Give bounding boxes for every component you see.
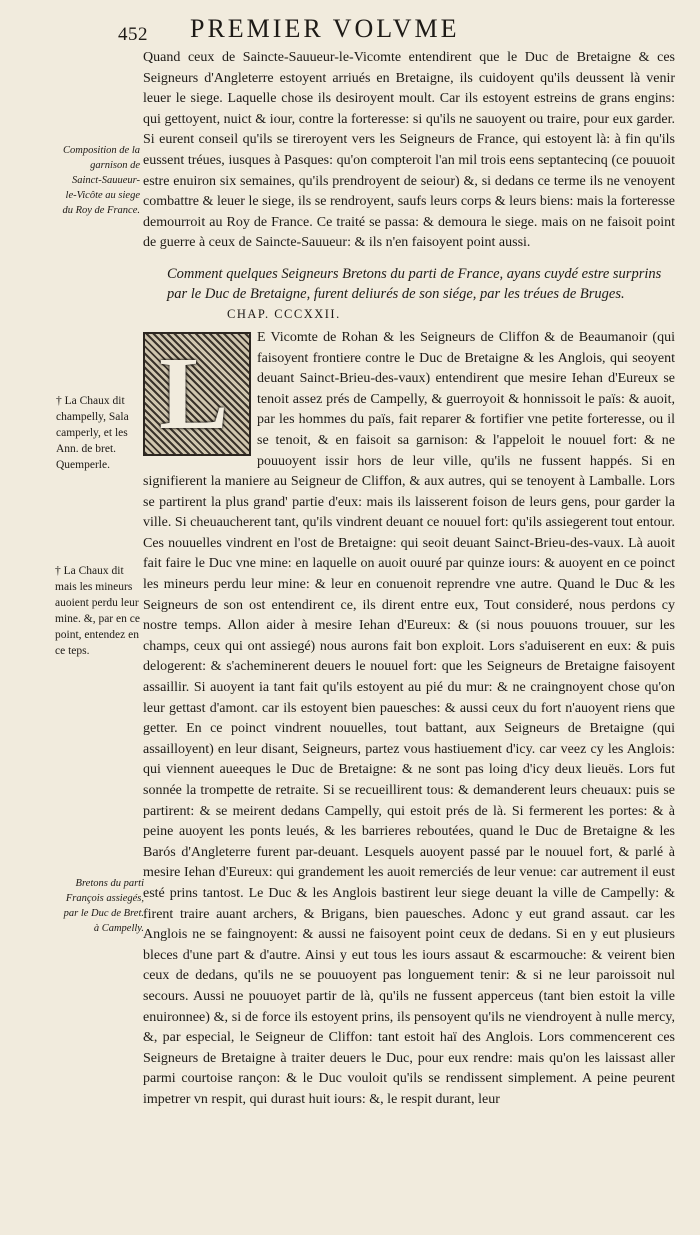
chapter-number: CHAP. CCCXXII. <box>227 306 341 321</box>
margin-note-chaux-2: † La Chaux dit mais les mineurs auoient perdu leur mine. &, par en ce point, entendez en ce teps. <box>55 565 140 657</box>
page-number: 452 <box>118 24 148 45</box>
chapter-heading-block <box>167 264 675 324</box>
drop-cap-letter: L <box>159 335 229 451</box>
drop-cap-ornament <box>143 332 251 456</box>
chapter-heading: Comment quelques Seigneurs Bretons du parti de France, ayans cuydé estre surprins par le Duc de Bretaigne, furent deliurés de son siége, par les tréues de Bruges. <box>167 265 662 302</box>
running-head: PREMIER VOLVME <box>190 14 460 43</box>
paragraph-2: E Vicomte de Rohan & les Seigneurs de Cliffon & de Beaumanoir (qui faisoyent frontiere contre le Duc de Bretaigne & les Anglois, qui seoyent deuant Sainct-Brieu-des-vaux) entendirent que mesire Iehan d'Eureux se tenoit assez prés de Campelly, & guerroyoit & honnissoit le païs: & auoit, par les hommes du païs, fait reparer & fortifier vne petite forteresse, ou il se tenoit, & en faisoit sa garnison: & l'appeloit le nouuel fort: & ne pouuoyent issir hors de leur ville, qu'ils ne fussent happés. Si en signifierent la maniere au Seigneur de Cliffon, & aux autres, qui se tenoyent à Lamballe. Lors se partirent la plus grand' partie d'eux: mais ils laisserent foison de leurs gens, pour garder la ville. Si cheuaucherent tant, qu'ils vindrent deuant ce nouuel fort: qu'ils assiegerent tout entour. Ces nouuelles vindrent en l'ost de Bretaigne: qui seoit deuant Sainct-Brieu-des-vaux. Là auoit fait faire le Duc vne mine: en laquelle on auoit ouuré par quinze iours: & auoyent en ce poinct les mineurs perdu leur mine: & leur en conuenoit reprendre vne autre. Quand le Duc & les Seigneurs de son ost entendirent ce, ils dirent entre eux, Tout consideré, nous perdons cy nostre temps. Allon aider à mesire Iehan d'Eureux: & (si nous pouuons trouuer, sur les champs, ceux qui ont assiegé) nous aurons fait bon exploit. Lors s'aduiserent en eux: & puis delogerent: & s'acheminerent deuers le nouuel fort: que les Seigneurs de Bretaigne faisoyent assaillir. Si auoyent ia tant fait qu'ils estoyent au pié du mur: & ne craingnoyent chose qu'on leur gettast d'amont. car ils estoyent bien pauesches: & aussi ceux du fort n'auoyent riens que getter. En ce poinct vindrent nouuelles, tout battant, aux Seigneurs de Bretaigne (qui assailloyent) en leur disant, Seigneurs, partez vous hastiuement d'icy. car veez cy les Anglois: qui viennent aueeques le Duc de Bretaigne: & ne sont pas loing d'icy deux lieuës. Lors fut sonnée la trompette de retraite. Si se recueillirent tous: & demanderent leurs cheuaux: puis se partirent: & se meirent dedans Campelly, qui estoit prés de là. Si fermerent les portes: & à peine auoyent les ponts leués, & les barrieres reboutées, quand le Duc de Bretaigne & les Barós d'Angleterre furent par-deuant. Lesquels auoyent passé par le nouuel fort, & parlé à mesire Iehan d'Eureux: qui grandement les auoit remerciés de leur venue: car autrement il eust esté prins tantost. Le Duc & les Anglois bastirent leur siege deuant la ville de Campelly: & firent traire auant archers, & Brigans, bien pauesches. Adonc y eut grand assaut. car les Anglois ne se faingnoyent: & aussi ne faisoyent point ceux de dedans. Si en y eut plusieurs bleces d'une part & d'autre. Ainsi y eut tous les iours assaut & escarmouche: & veirent bien ceux de dedans, qu'ils ne se pouuoyent pas longuement tenir: & si ne leur paroissoit nul secours. Aussi ne pouuoyet partir de là, qu'ils ne fussent apperceus (tant bien estoit la ville enuironnee) &, si de force ils estoyent prins, ils pensoyent qu'ils ne viendroyent à nulle mercy, &, par especial, le Seigneur de Cliffon: tant estoit haï des Anglois. Lors commencerent ces Seigneurs de Bretaigne à traiter deuers le Duc, pour eux rendre: mais qu'on les laissast aller parmi courtoise rançon: & le Duc vouloit qu'ils se rendissent simplement. A peine peurent impetrer vn respit, qui durast huit iours: &, le respit durant, leur <box>143 329 675 1107</box>
margin-note-composition: Composition de la garnison de Sainct-Sauueur-le-Vicôte au siege du Roy de France. <box>62 145 140 216</box>
margin-note-chaux-1: † La Chaux dit champelly, Sala camperly, et les Ann. de bret. Quemperle. <box>56 395 129 471</box>
paragraph-1: Quand ceux de Saincte-Sauueur-le-Vicomte entendirent que le Duc de Bretaigne & ces Seigneurs d'Angleterre estoyent arriués en Bretaigne, ils cuidoyent qu'ils deussent là venir leuer le siege. Laquelle chose ils desiroyent moult. Car ils estoyent estreins de grans engins: qui gettoyent, nuict & iour, contre la forteresse: si qu'ils ne sauoyent ou traire, pour eux garder. Si eurent conseil qu'ils se tireroyent vers les Seigneurs de France, qui estoyent là: à fin qu'ils eussent tréues, iusques à Pasques: qu'on compteroit l'an mil trois eens septantecinq (ce pouuoit estre enuiron six semaines, qu'ils prendroyent de seiour) &, si dedans ce terme ils ne venoyent combattre & leuer le siege, ils se rendroyent, saufs leurs corps & leurs biens: mais la forteresse demourroit au Roy de France. Ce traité se passa: & demoura le siege. mais on ne faisoit point de guerre à ceux de Saincte-Sauueur: & ils n'en faisoyent point aussi. <box>143 50 675 251</box>
margin-note-bretons: Bretons du parti François assiegés, par le Duc de Bret. à Campelly. <box>63 878 144 934</box>
body-text <box>143 48 675 1111</box>
